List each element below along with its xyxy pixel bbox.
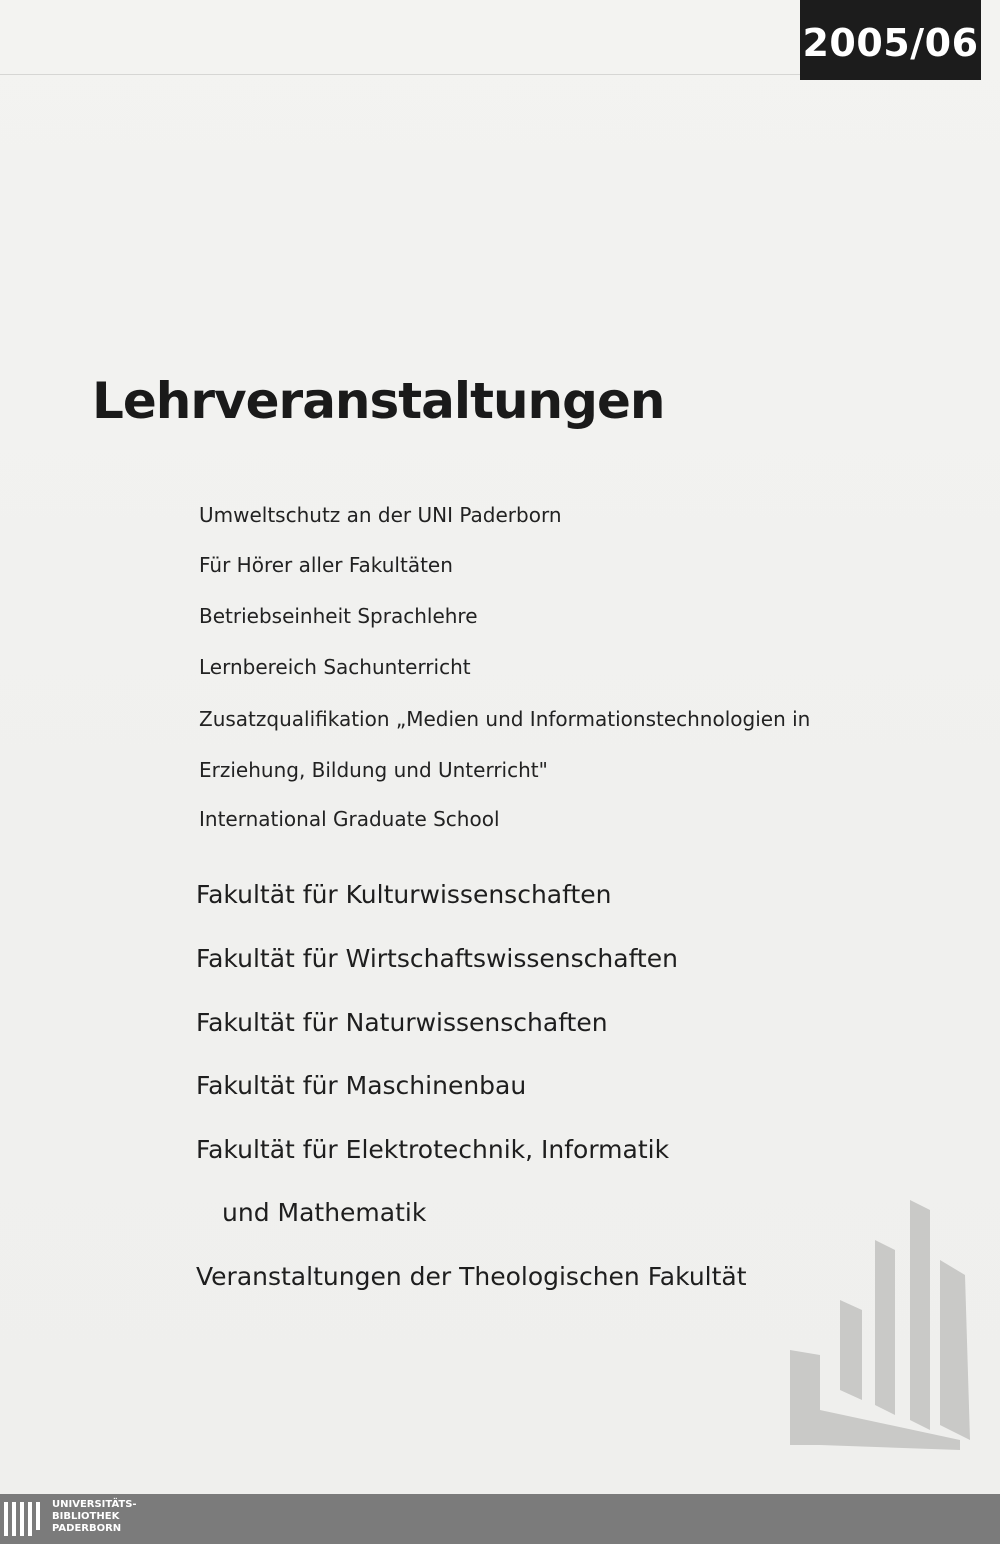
- library-name-line1: UNIVERSITÄTS-: [52, 1499, 137, 1510]
- library-footer: [0, 1494, 1000, 1544]
- theology-events: Veranstaltungen der Theologischen Fakultät: [196, 1262, 747, 1291]
- list-item-zusatzqualifikation-cont: Erziehung, Bildung und Unterricht": [199, 758, 548, 782]
- faculty-maschinenbau: Fakultät für Maschinenbau: [196, 1071, 527, 1100]
- year-badge: 2005/06: [800, 0, 981, 80]
- faculty-elektrotechnik-cont: und Mathematik: [222, 1198, 427, 1227]
- list-item-umweltschutz: Umweltschutz an der UNI Paderborn: [199, 503, 562, 527]
- library-logo-icon: [4, 1500, 44, 1538]
- university-logo-icon: [790, 1200, 980, 1450]
- library-name-line3: PADERBORN: [52, 1523, 122, 1534]
- header-rule: [0, 74, 800, 75]
- list-item-sachunterricht: Lernbereich Sachunterricht: [199, 655, 471, 679]
- page-title: Lehrveranstaltungen: [92, 372, 665, 430]
- faculty-naturwissenschaften: Fakultät für Naturwissenschaften: [196, 1008, 608, 1037]
- list-item-zusatzqualifikation: Zusatzqualifikation „Medien und Informationstechnologien in: [199, 707, 811, 731]
- faculty-elektrotechnik: Fakultät für Elektrotechnik, Informatik: [196, 1135, 670, 1164]
- faculty-wirtschaftswissenschaften: Fakultät für Wirtschaftswissenschaften: [196, 944, 678, 973]
- library-name-line2: BIBLIOTHEK: [52, 1511, 120, 1522]
- list-item-sprachlehre: Betriebseinheit Sprachlehre: [199, 604, 478, 628]
- list-item-graduate-school: International Graduate School: [199, 807, 500, 831]
- library-name: [52, 1499, 137, 1535]
- list-item-fuer-hoerer: Für Hörer aller Fakultäten: [199, 553, 453, 577]
- faculty-kulturwissenschaften: Fakultät für Kulturwissenschaften: [196, 880, 612, 909]
